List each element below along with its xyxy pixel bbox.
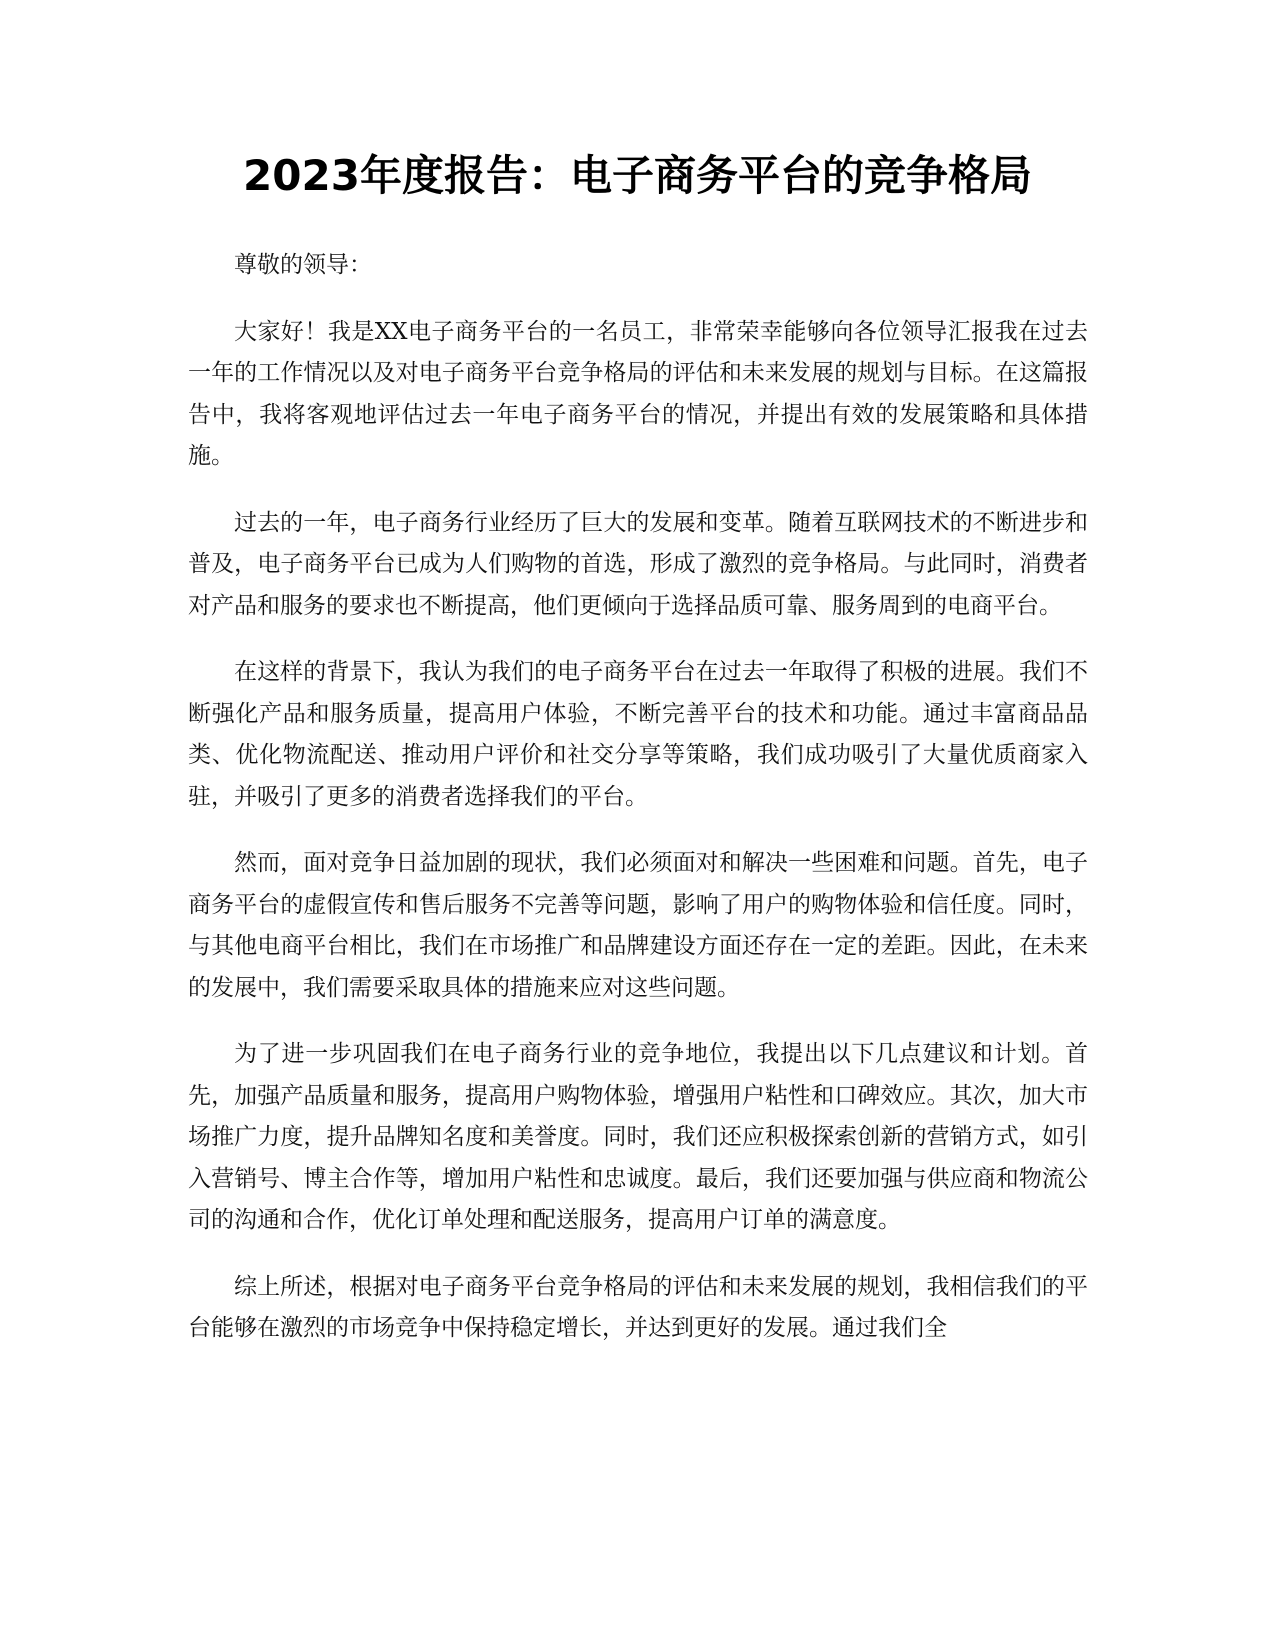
paragraph-conclusion: 综上所述，根据对电子商务平台竞争格局的评估和未来发展的规划，我相信我们的平台能够在激烈的市场竞争中保持稳定增长，并达到更好的发展。通过我们全: [188, 1273, 1088, 1341]
paragraph-recommendations: 为了进一步巩固我们在电子商务行业的竞争地位，我提出以下几点建议和计划。首先，加强产品质量和服务，提高用户购物体验，增强用户粘性和口碑效应。其次，加大市场推广力度，提升品牌知名度和美誉度。同时，我们还应积极探索创新的营销方式，如引入营销号、博主合作等，增加用户粘性和忠诚度。最后，我们还要加强与供应商和物流公司的沟通和合作，优化订单处理和配送服务，提高用户订单的满意度。: [188, 1041, 1088, 1233]
document-title: 2023年度报告：电子商务平台的竞争格局: [243, 151, 1032, 200]
paragraph-progress: 在这样的背景下，我认为我们的电子商务平台在过去一年取得了积极的进展。我们不断强化产品和服务质量，提高用户体验，不断完善平台的技术和功能。通过丰富商品品类、优化物流配送、推动用户评价和社交分享等策略，我们成功吸引了大量优质商家入驻，并吸引了更多的消费者选择我们的平台。: [188, 659, 1088, 810]
paragraph-introduction: 大家好！我是XX电子商务平台的一名员工，非常荣幸能够向各位领导汇报我在过去一年的工作情况以及对电子商务平台竞争格局的评估和未来发展的规划与目标。在这篇报告中，我将客观地评估过去一年电子商务平台的情况，并提出有效的发展策略和具体措施。: [188, 318, 1088, 469]
paragraph-challenges: 然而，面对竞争日益加剧的现状，我们必须面对和解决一些困难和问题。首先，电子商务平台的虚假宣传和售后服务不完善等问题，影响了用户的购物体验和信任度。同时，与其他电商平台相比，我们在市场推广和品牌建设方面还存在一定的差距。因此，在未来的发展中，我们需要采取具体的措施来应对这些问题。: [188, 850, 1088, 1001]
paragraph-industry-background: 过去的一年，电子商务行业经历了巨大的发展和变革。随着互联网技术的不断进步和普及，电子商务平台已成为人们购物的首选，形成了激烈的竞争格局。与此同时，消费者对产品和服务的要求也不断提高，他们更倾向于选择品质可靠、服务周到的电商平台。: [188, 509, 1088, 619]
salutation: 尊敬的领导：: [234, 252, 372, 278]
document-body: [188, 245, 1088, 1375]
